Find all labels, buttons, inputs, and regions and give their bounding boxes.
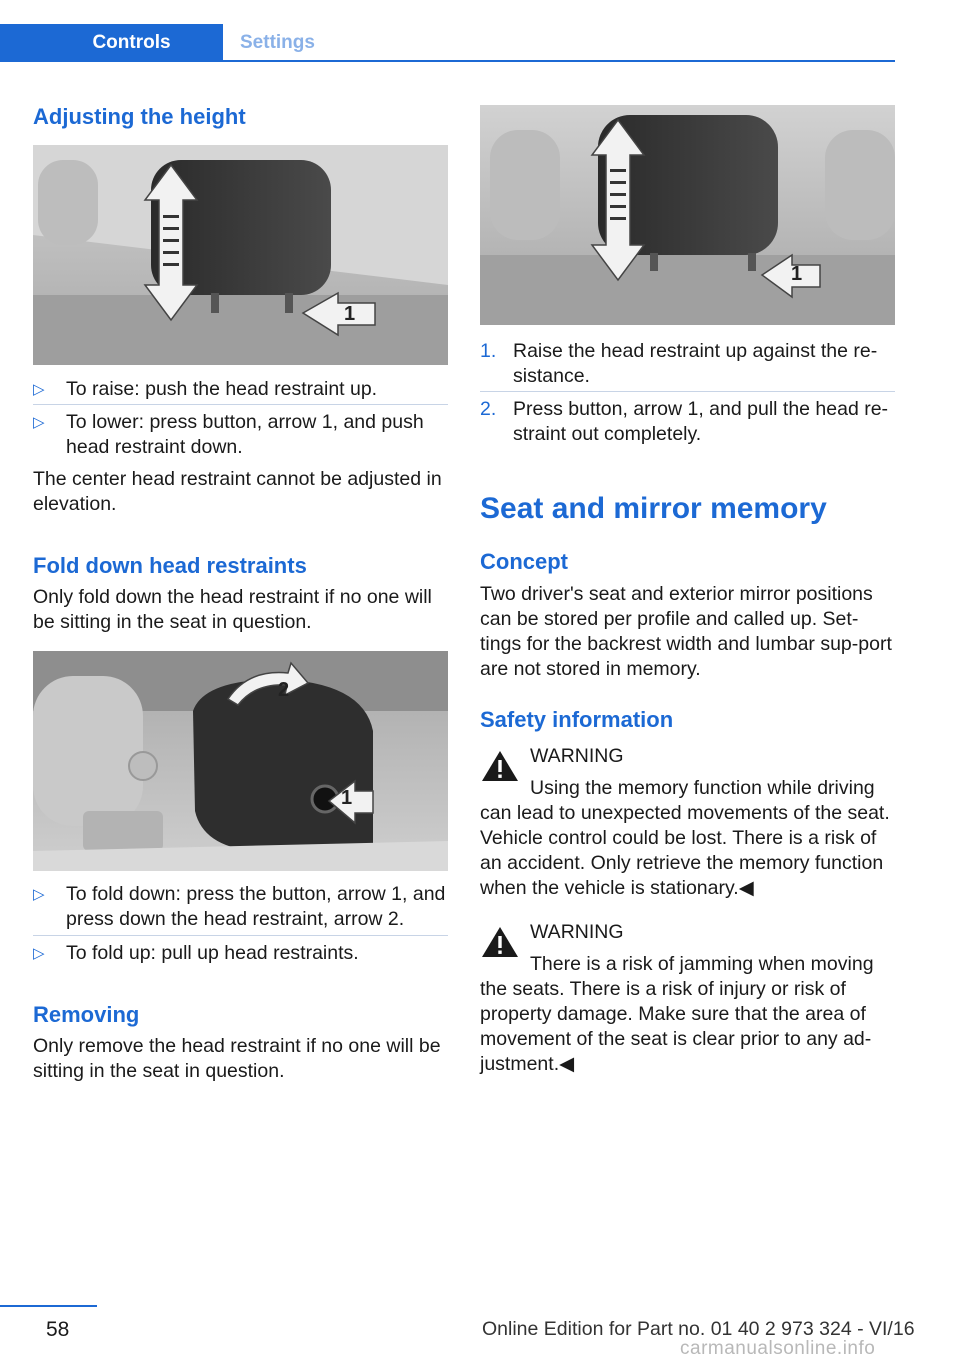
height-note: The center head restraint cannot be adjusted in elevation. <box>33 468 442 515</box>
removing-text: Only remove the head restraint if no one will be sitting in the seat in question. <box>33 1035 441 1082</box>
head-restraint-removal-illustration <box>480 105 895 325</box>
concept-text: Two driver's seat and exterior mirror positions can be stored per profile and called up. Set‐tings for the backrest width and lumbar sup‐port are not stored in memory. <box>480 583 892 680</box>
removal-arrow-label: 1 <box>791 263 803 285</box>
fold-arrow-label-2: 2 <box>278 679 290 701</box>
list-item: ▷ To fold down: press the button, arrow 1, and press down the head restraint, arrow 2. <box>33 883 446 930</box>
memory-heading: Seat and mirror memory <box>480 492 827 525</box>
divider <box>33 935 448 936</box>
triangle-bullet-icon: ▷ <box>33 945 45 962</box>
tab-settings[interactable]: Settings <box>240 32 315 53</box>
warning-text: Using the memory function while driving can lead to unexpected movements of the seat. Vehicle control could be lost. There is a risk of an accident. Only retrieve the memory function when the vehicle is stationary.◀ <box>480 777 890 899</box>
warning-text: There is a risk of jamming when moving the seats. There is a risk of injury or risk of property damage. Make sure that the area of movement of the seat is clear prior to any ad‐justment.◀ <box>480 953 874 1075</box>
triangle-bullet-icon: ▷ <box>33 414 45 431</box>
fold-down-intro: Only fold down the head restraint if no one will be sitting in the seat in question. <box>33 586 432 633</box>
list-item: ▷ To lower: press button, arrow 1, and push head restraint down. <box>33 411 424 458</box>
warning-label: WARNING <box>530 921 624 943</box>
divider <box>480 391 895 392</box>
watermark: carmanualsonline.info <box>680 1338 876 1359</box>
divider <box>33 404 448 405</box>
fold-arrow-label-1: 1 <box>341 787 353 809</box>
triangle-bullet-icon: ▷ <box>33 886 45 903</box>
triangle-bullet-icon: ▷ <box>33 381 45 398</box>
tab-controls[interactable]: Controls <box>0 24 223 62</box>
footer-rule <box>0 1305 97 1307</box>
edition-footer: Online Edition for Part no. 01 40 2 973 324 - VI/16 <box>482 1318 915 1340</box>
head-restraint-fold-illustration <box>33 651 448 871</box>
list-item: 2. Press button, arrow 1, and pull the head re‐straint out completely. <box>480 398 889 445</box>
list-item: ▷ To fold up: pull up head restraints. <box>33 942 359 964</box>
warning-label: WARNING <box>530 745 624 767</box>
fold-down-heading: Fold down head restraints <box>33 553 307 578</box>
adjusting-height-heading: Adjusting the height <box>33 104 246 129</box>
chapter-tab-bar <box>0 0 895 62</box>
safety-heading: Safety information <box>480 707 674 732</box>
head-restraint-height-illustration <box>33 145 448 365</box>
page-number: 58 <box>46 1318 70 1341</box>
height-arrow-label: 1 <box>344 303 356 325</box>
list-item: 1. Raise the head restraint up against the re‐sistance. <box>480 340 878 387</box>
list-item: ▷ To raise: push the head restraint up. <box>33 378 378 400</box>
removing-heading: Removing <box>33 1002 140 1027</box>
concept-heading: Concept <box>480 549 568 574</box>
